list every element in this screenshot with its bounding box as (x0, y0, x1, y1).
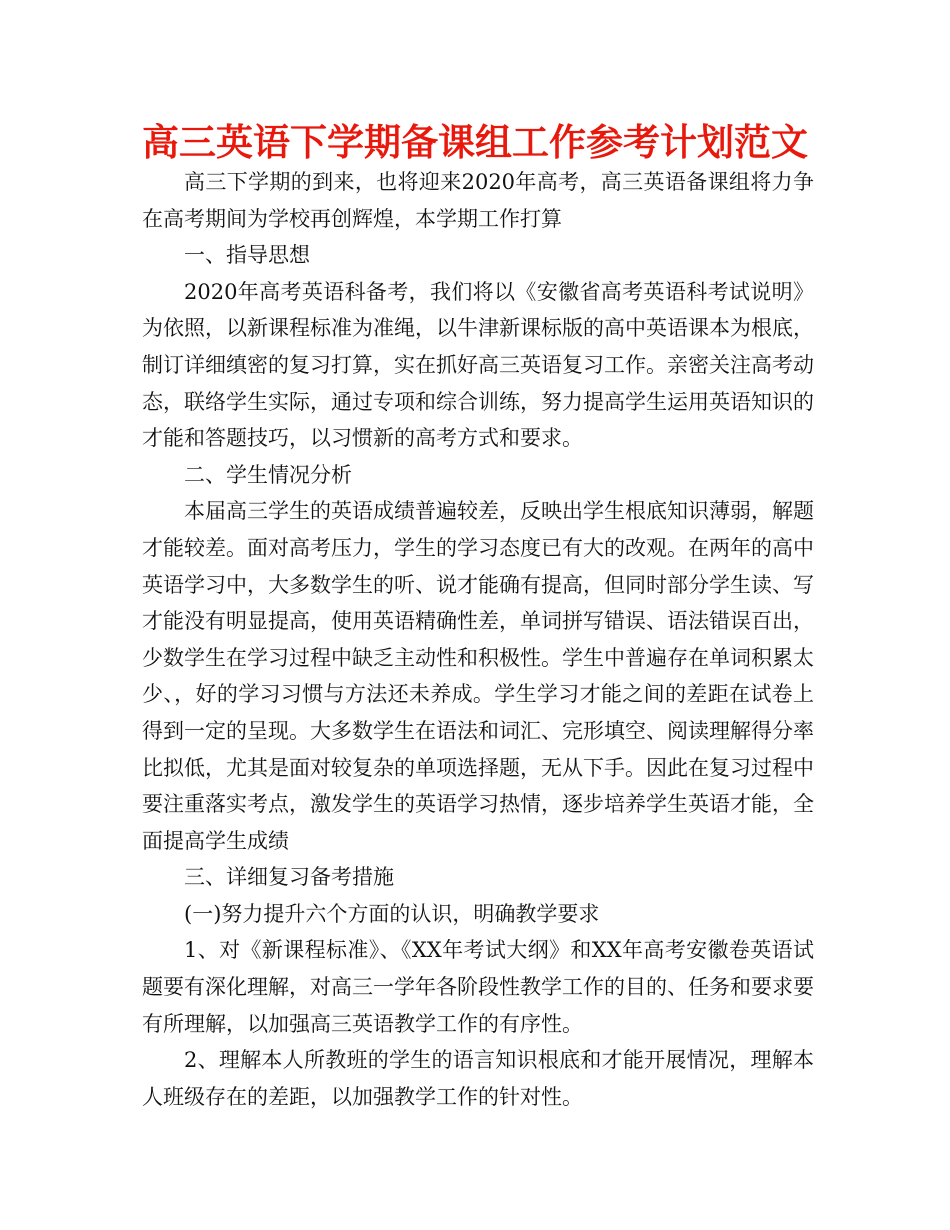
intro-paragraph: 高三下学期的到来，也将迎来2020年高考，高三英语备课组将力争在高考期间为学校再创辉煌，本学期工作打算 (142, 170, 814, 231)
measure-item-1: 1、对《新课程标准》、《XX年考试大纲》和XX年高考安徽卷英语试题要有深化理解，对高三一学年各阶段性教学工作的目的、任务和要求要有所理解，以加强高三英语教学工作的有序性。 (142, 938, 814, 1036)
subsection-heading-six-aspects: (一)努力提升六个方面的认识，明确教学要求 (184, 901, 600, 926)
document-title: 高三英语下学期备课组工作参考计划范文 (142, 121, 808, 164)
section-heading-guiding-thought: 一、指导思想 (184, 243, 310, 268)
section-heading-student-analysis: 二、学生情况分析 (184, 462, 352, 487)
measure-item-2: 2、理解本人所教班的学生的语言知识根底和才能开展情况，理解本人班级存在的差距，以加强教学工作的针对性。 (142, 1048, 814, 1109)
guiding-thought-paragraph: 2020年高考英语科备考，我们将以《安徽省高考英语科考试说明》为依照，以新课程标准为准绳，以牛津新课标版的高中英语课本为根底，制订详细缜密的复习打算，实在抓好高三英语复习工作。亲密关注高考动态，联络学生实际，通过专项和综合训练，努力提高学生运用英语知识的才能和答题技巧，以习惯新的高考方式和要求。 (142, 279, 814, 451)
student-analysis-paragraph: 本届高三学生的英语成绩普遍较差，反映出学生根底知识薄弱，解题才能较差。面对高考压力，学生的学习态度已有大的改观。在两年的高中英语学习中，大多数学生的听、说才能确有提高，但同时部分学生读、写才能没有明显提高，使用英语精确性差，单词拼写错误、语法错误百出，少数学生在学习过程中缺乏主动性和积极性。学生中普遍存在单词积累太少、，好的学习习惯与方法还未养成。学生学习才能之间的差距在试卷上得到一定的呈现。大多数学生在语法和词汇、完形填空、阅读理解得分率比拟低，尤其是面对较复杂的单项选择题，无从下手。因此在复习过程中要注重落实考点，激发学生的英语学习热情，逐步培养学生英语才能，全面提高学生成绩 (142, 499, 814, 853)
document-body (142, 164, 814, 1115)
section-heading-review-measures: 三、详细复习备考措施 (184, 865, 394, 890)
